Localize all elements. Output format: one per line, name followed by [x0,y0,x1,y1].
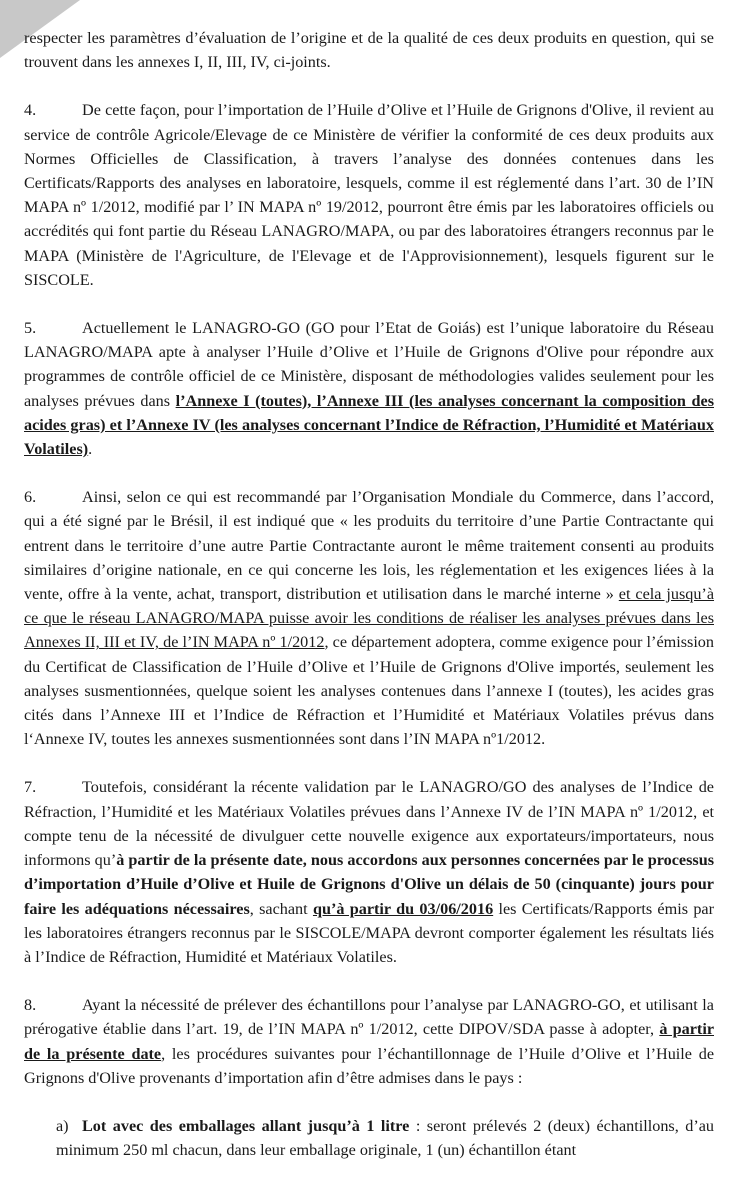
paragraph-4 [24,98,714,292]
list-item-title: Lot avec des emballages allant jusqu’à 1 litre [82,1116,410,1135]
intro-text: respecter les paramètres d’évaluation de l’origine et de la qualité de ces deux produits en question, qui se trouvent dans les annexes I, II, III, IV, ci-joints. [24,29,714,72]
intro-paragraph [24,26,714,74]
paragraph-number: 7. [24,778,37,797]
paragraph-8 [24,993,714,1090]
paragraph-text: Ayant la nécessité de prélever des échantillons pour l’analyse par LANAGRO-GO, et utilisant la prérogative établie dans l’art. 19, de l’IN MAPA nº 1/2012, cette DIPOV/SDA passe à adopter, [24,996,714,1039]
emphasis-date: qu’à partir du 03/06/2016 [312,899,494,918]
emphasis-annexes: l’Annexe I (toutes), l’Annexe III (les analyses concernant la composition des acides gras) et l’Annexe IV (les analyses concernant l’Indice de Réfraction, l’Humidité et Matériaux Volatiles) [24,391,714,459]
paragraph-text: De cette façon, pour l’importation de l’Huile d’Olive et l’Huile de Grignons d'Olive, il revient au service de contrôle Agricole/Elevage de ce Ministère de vérifier la conformité de ces deux produits aux Normes Officielles de Classification, à travers l’analyse des données contenues dans les Certificats/Rapports des analyses en laboratoire, lesquels, comme il est réglementé dans l’art. 30 de l’IN MAPA nº 1/2012, modifié par l’ IN MAPA nº 19/2012, pourront être émis par les laboratoires officiels ou accrédités qui font partie du Réseau LANAGRO/MAPA, ou par des laboratoires étrangers reconnus par le MAPA (Ministère de l'Agriculture, de l'Elevage et de l'Approvisionnement), lesquels figurent sur le SISCOLE. [24,101,714,289]
paragraph-text-continued: , ce département adoptera, comme exigence pour l’émission du Certificat de Classification de l’Huile d’Olive et l’Huile de Grignons d'Olive importés, seulement les analyses susmentionnées, quelque soient les analyses contenues dans l’annexe I (toutes), les acides gras cités dans l’Annexe III et l’Indice de Réfraction et l’Humidité et Matériaux Volatiles prévus dans l‘Annexe IV, toutes les annexes susmentionnées sont dans l’IN MAPA nº1/2012. [24,633,714,749]
paragraph-end: . [88,440,93,459]
paragraph-text: Actuellement le LANAGRO-GO (GO pour l’Etat de Goiás) est l’unique laboratoire du Réseau LANAGRO/MAPA apte à analyser l’Huile d’Olive et l’Huile de Grignons d'Olive pour répondre aux programmes de contrôle officiel de ce Ministère, disposant de méthodologies valides seulement pour les analyses prévues dans [24,319,714,410]
document-page [24,26,714,1186]
list-item-label: a) [56,1116,69,1135]
emphasis-deadline: à partir de la présente date, nous accordons aux personnes concernées par le processus d’importation d’Huile d’Olive et Huile de Grignons d'Olive un délais de 50 (cinquante) jours pour faire les adéquations nécessaires [24,851,715,918]
paragraph-number: 8. [24,996,37,1015]
paragraph-text-continued: les Certificats/Rapports émis par les laboratoires étrangers reconnus par le SISCOLE/MAPA devront comporter également les résultats liés à l’Indice de Réfraction, Humidité et Matériaux Volatiles. [24,899,714,966]
paragraph-text: Toutefois, considérant la récente validation par le LANAGRO/GO des analyses de l’Indice de Réfraction, l’Humidité et les Matériaux Volatiles prévues dans l’Annexe IV de l’IN MAPA nº 1/2012, et compte tenu de la nécessité de divulguer cette nouvelle exigence aux exportateurs/importateurs, nous informons qu’ [24,778,714,870]
paragraph-text: Ainsi, selon ce qui est recommandé par l’Organisation Mondiale du Commerce, dans l’accord, qui a été signé par le Brésil, il est indiqué que « les produits du territoire d’une Partie Contractante qui entrent dans le territoire d’une autre Partie Contractante auront le même traitement consenti au produits similaires d’origine nationale, en ce qui concerne les lois, les réglementation et les exigences liées à la vente, offre à la vente, achat, transport, distribution et utilisation dans le marché interne » [24,488,714,604]
list-item-text: : seront prélevés 2 (deux) échantillons, d’au minimum 250 ml chacun, dans leur emballage originale, 1 (un) échantillon étant [56,1116,714,1160]
paragraph-number: 6. [24,488,37,507]
paragraph-number: 4. [24,101,37,120]
paragraph-text-continued: , les procédures suivantes pour l’échantillonnage de l’Huile d’Olive et l’Huile de Grignons d'Olive provenants d’importation afin d’être admises dans le pays : [24,1044,714,1087]
underlined-condition: et cela jusqu’à ce que le réseau LANAGRO/MAPA puisse avoir les conditions de réaliser les analyses prévues dans les Annexes II, III et IV, de l’IN MAPA nº 1/2012 [24,585,715,652]
list-item-a [56,1114,714,1162]
paragraph-7 [24,775,714,969]
paragraph-text-mid: , sachant [249,899,313,918]
paragraph-number: 5. [24,319,37,338]
emphasis-present-date: à partir de la présente date [24,1020,714,1063]
paragraph-5 [24,316,714,461]
paragraph-6 [24,485,714,751]
